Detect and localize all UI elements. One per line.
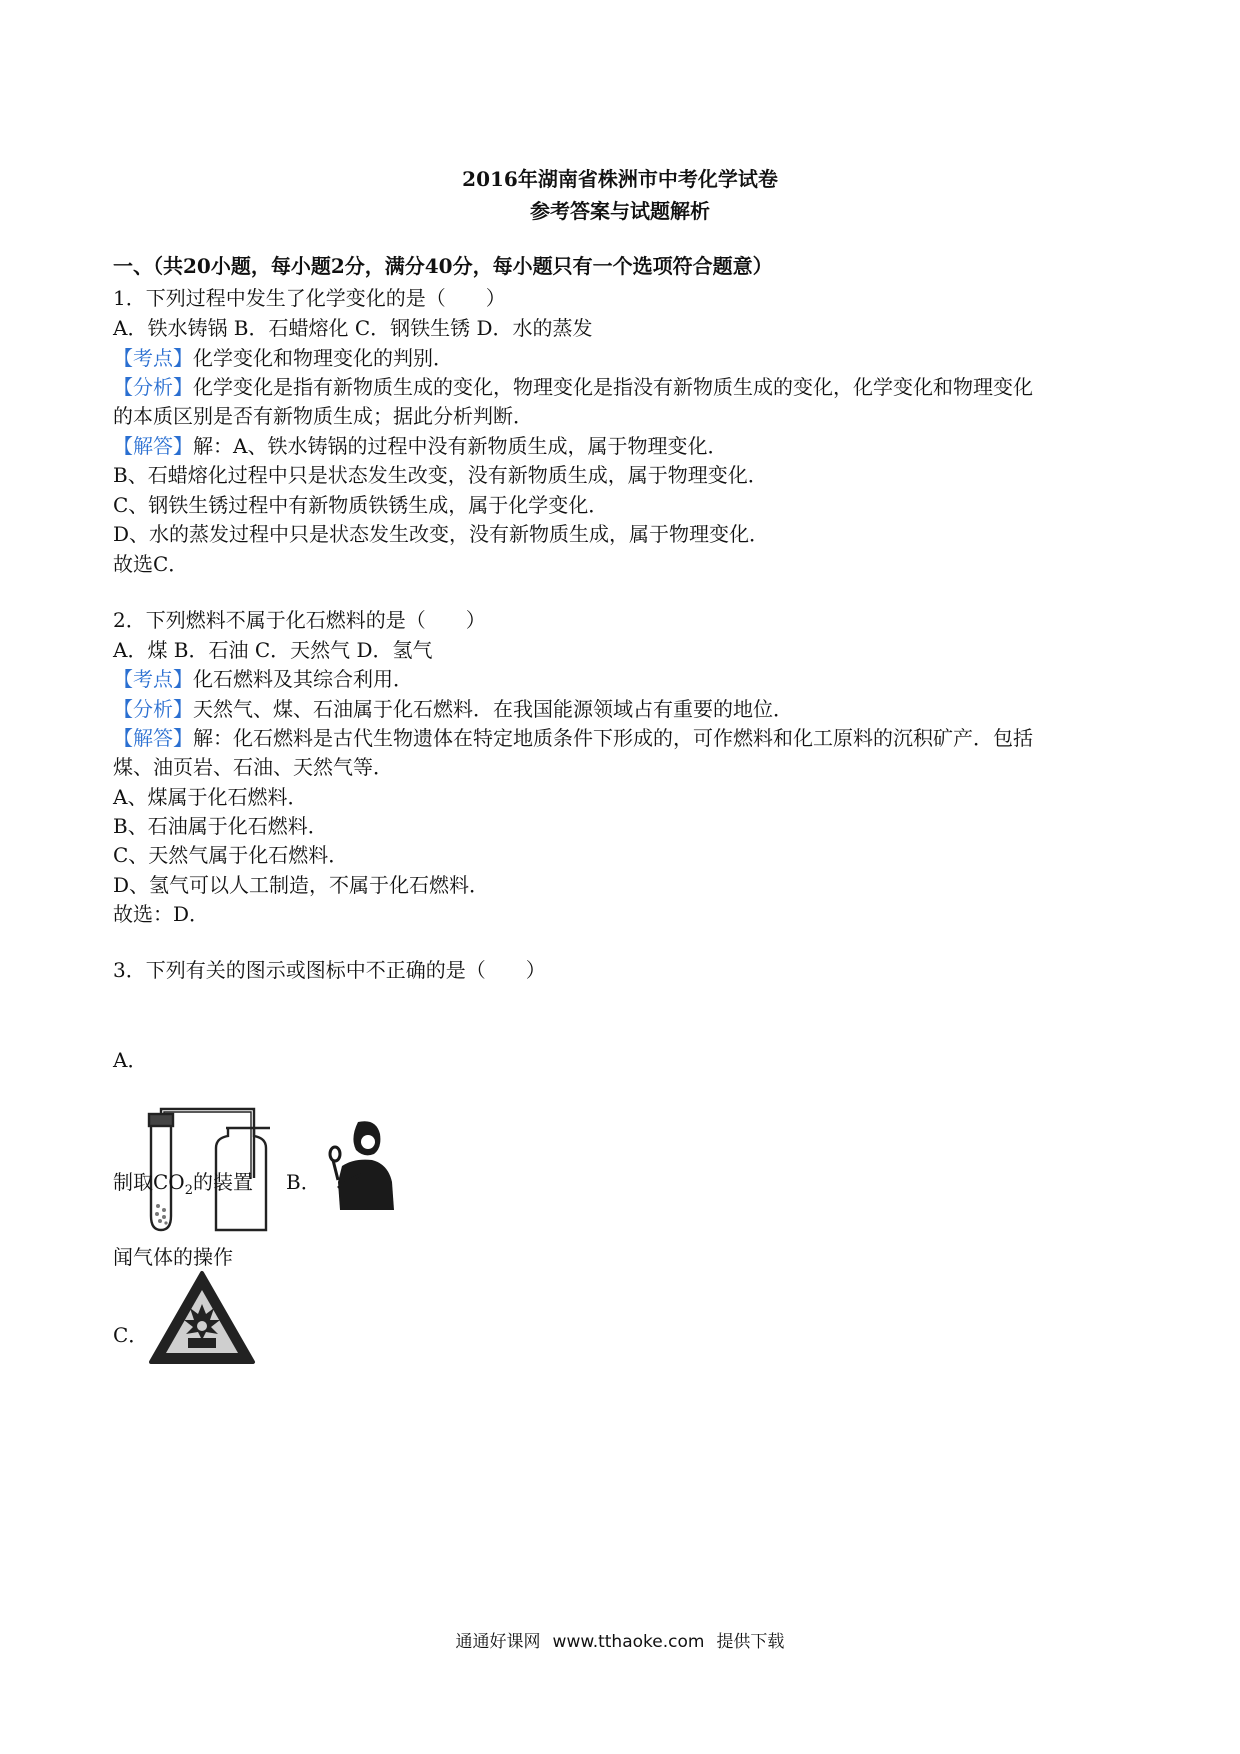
q3-option-b-label: B． bbox=[286, 1170, 321, 1194]
q1-kaodian bbox=[113, 342, 453, 371]
q3-caption-a-prefix: 制取 bbox=[113, 1170, 153, 1194]
q3-option-a-label: A． bbox=[113, 1048, 148, 1072]
smelling-gas-figure bbox=[328, 1118, 404, 1210]
q2-explain-a: A、煤属于化石燃料． bbox=[113, 785, 308, 809]
q3-caption-a-sub: 2 bbox=[184, 1183, 193, 1198]
q1-stem: 1．下列过程中发生了化学变化的是（ ） bbox=[113, 286, 506, 310]
q2-fenxi bbox=[113, 693, 793, 722]
footer-suffix: 提供下载 bbox=[716, 1632, 785, 1652]
q1-answer: 故选C． bbox=[113, 552, 189, 576]
q1-jieda bbox=[113, 430, 727, 459]
kaodian-tag: 【 考点 】 bbox=[113, 667, 193, 691]
q1-fenxi-text: 化学变化是指有新物质生成的变化，物理变化是指没有新物质生成的变化，化学变化和物理变化 bbox=[193, 375, 1033, 399]
q1-explain-b: B、石蜡熔化过程中只是状态发生改变，没有新物质生成，属于物理变化． bbox=[113, 463, 768, 487]
q1-fenxi-cont: 的本质区别是否有新物质生成；据此分析判断． bbox=[113, 404, 533, 428]
q2-explain-b: B、石油属于化石燃料． bbox=[113, 814, 328, 838]
q2-kaodian-text: 化石燃料及其综合利用． bbox=[193, 667, 413, 691]
q1-explain-d: D、水的蒸发过程中只是状态发生改变，没有新物质生成，属于物理变化． bbox=[113, 522, 770, 546]
q1-options: A．铁水铸锅 B．石蜡熔化 C．钢铁生锈 D．水的蒸发 bbox=[113, 316, 593, 340]
q2-explain-d: D、氢气可以人工制造，不属于化石燃料． bbox=[113, 873, 490, 897]
q2-options: A．煤 B．石油 C．天然气 D．氢气 bbox=[113, 638, 433, 662]
q2-jieda-cont: 煤、油页岩、石油、天然气等． bbox=[113, 755, 393, 779]
fenxi-tag: 【 分析 】 bbox=[113, 697, 193, 721]
page-subtitle: 参考答案与试题解析 bbox=[530, 199, 710, 223]
q2-stem: 2．下列燃料不属于化石燃料的是（ ） bbox=[113, 608, 486, 632]
q1-fenxi bbox=[113, 371, 1033, 400]
q2-jieda bbox=[113, 722, 1033, 751]
q3-stem: 3．下列有关的图示或图标中不正确的是（ ） bbox=[113, 958, 546, 982]
footer-site-name: 通通好课网 bbox=[455, 1632, 541, 1652]
q2-kaodian bbox=[113, 663, 413, 692]
fenxi-tag: 【 分析 】 bbox=[113, 375, 193, 399]
explosive-warning-sign-icon bbox=[148, 1270, 256, 1366]
section-heading: 一、（共20小题，每小题2分，满分40分，每小题只有一个选项符合题意） bbox=[113, 254, 773, 278]
q3-caption-a-suffix: 的装置 bbox=[192, 1170, 253, 1194]
q1-kaodian-text: 化学变化和物理变化的判别． bbox=[193, 346, 453, 370]
jieda-tag: 【 解答 】 bbox=[113, 726, 193, 750]
q3-caption-a-formula: CO bbox=[153, 1170, 185, 1194]
q3-option-b-caption: 闻气体的操作 bbox=[113, 1245, 233, 1269]
q2-explain-c: C、天然气属于化石燃料． bbox=[113, 843, 349, 867]
footer-url[interactable]: www.tthaoke.com bbox=[552, 1632, 705, 1652]
q1-jieda-text: 解：A、铁水铸锅的过程中没有新物质生成，属于物理变化． bbox=[193, 434, 728, 458]
q1-explain-c: C、钢铁生锈过程中有新物质铁锈生成，属于化学变化． bbox=[113, 493, 609, 517]
q3-option-c-label: C． bbox=[113, 1323, 149, 1347]
q2-fenxi-text: 天然气、煤、石油属于化石燃料．在我国能源领域占有重要的地位． bbox=[193, 697, 793, 721]
page-title: 2016年湖南省株洲市中考化学试卷 bbox=[462, 167, 778, 191]
jieda-tag: 【 解答 】 bbox=[113, 434, 193, 458]
q2-answer: 故选：D． bbox=[113, 902, 210, 926]
q3-option-a-caption bbox=[113, 1166, 253, 1198]
page-footer bbox=[0, 1627, 1240, 1652]
q2-jieda-text: 解：化石燃料是古代生物遗体在特定地质条件下形成的，可作燃料和化工原料的沉积矿产．包括 bbox=[193, 726, 1033, 750]
kaodian-tag: 【 考点 】 bbox=[113, 346, 193, 370]
